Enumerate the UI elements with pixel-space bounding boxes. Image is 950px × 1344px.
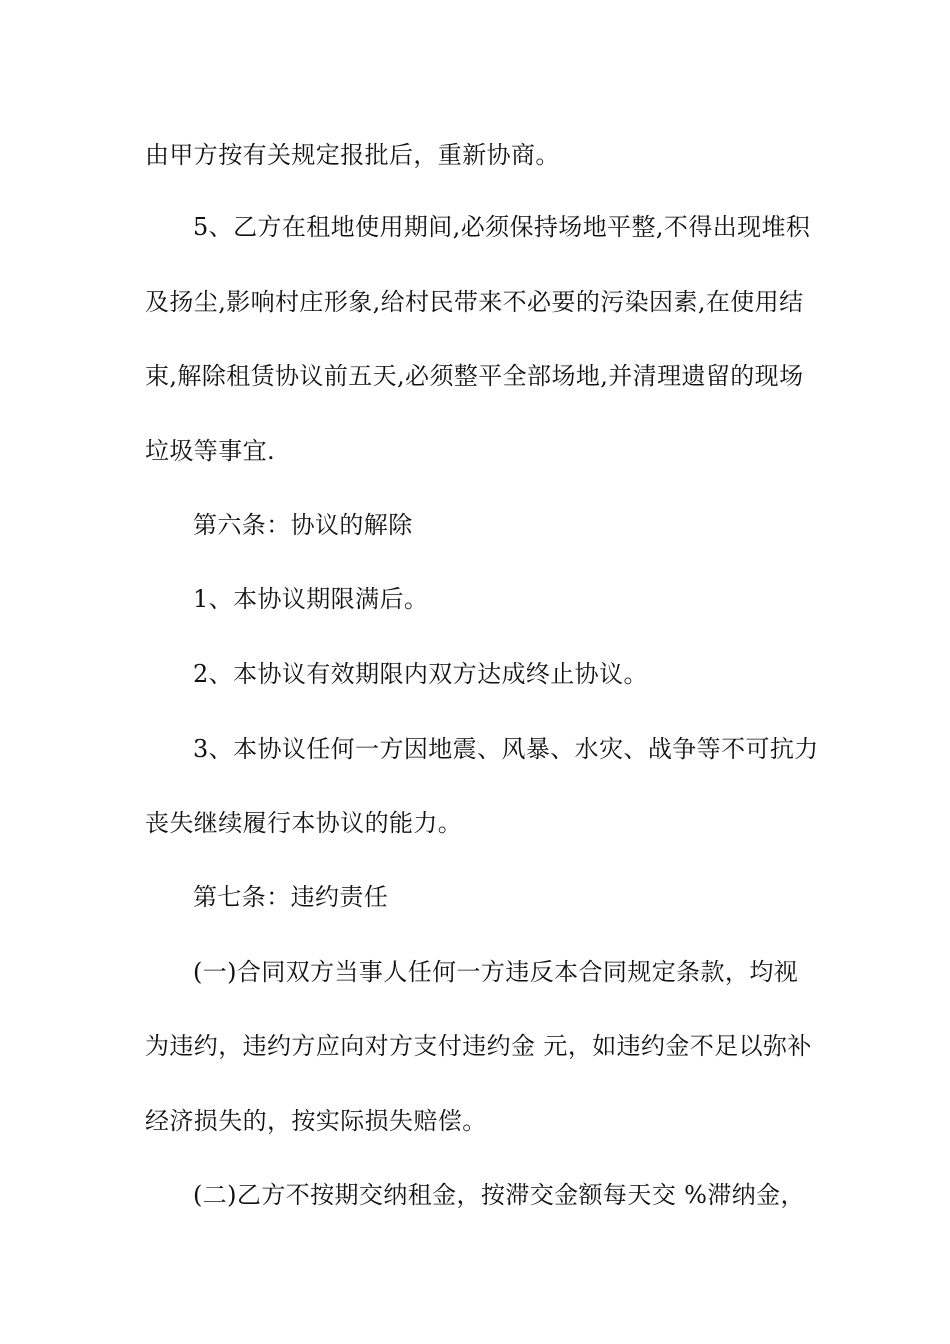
paragraph-line: 1、本协议期限满后。 bbox=[193, 585, 429, 613]
paragraph-line: 3、本协议任何一方因地震、风暴、水灾、战争等不可抗力 bbox=[193, 735, 819, 763]
paragraph-line: 垃圾等事宜. bbox=[145, 437, 276, 465]
paragraph-line: 由甲方按有关规定报批后，重新协商。 bbox=[145, 141, 560, 169]
section-heading: 第六条：协议的解除 bbox=[193, 511, 413, 539]
paragraph-line: 5、乙方在租地使用期间,必须保持场地平整,不得出现堆积 bbox=[193, 213, 811, 241]
paragraph-line: 及扬尘,影响村庄形象,给村民带来不必要的污染因素,在使用结 bbox=[145, 288, 804, 316]
section-heading: 第七条：违约责任 bbox=[193, 883, 389, 911]
paragraph-line: 束,解除租赁协议前五天,必须整平全部场地,并清理遗留的现场 bbox=[145, 362, 804, 390]
paragraph-line: 为违约，违约方应向对方支付违约金 元，如违约金不足以弥补 bbox=[145, 1032, 812, 1060]
paragraph-line: 2、本协议有效期限内双方达成终止协议。 bbox=[193, 660, 648, 688]
paragraph-line: 丧失继续履行本协议的能力。 bbox=[145, 809, 463, 837]
paragraph-line: (二)乙方不按期交纳租金，按滞交金额每天交 %滞纳金， bbox=[193, 1181, 805, 1209]
paragraph-line: 经济损失的，按实际损失赔偿。 bbox=[145, 1107, 487, 1135]
paragraph-line: (一)合同双方当事人任何一方违反本合同规定条款，均视 bbox=[193, 958, 799, 986]
